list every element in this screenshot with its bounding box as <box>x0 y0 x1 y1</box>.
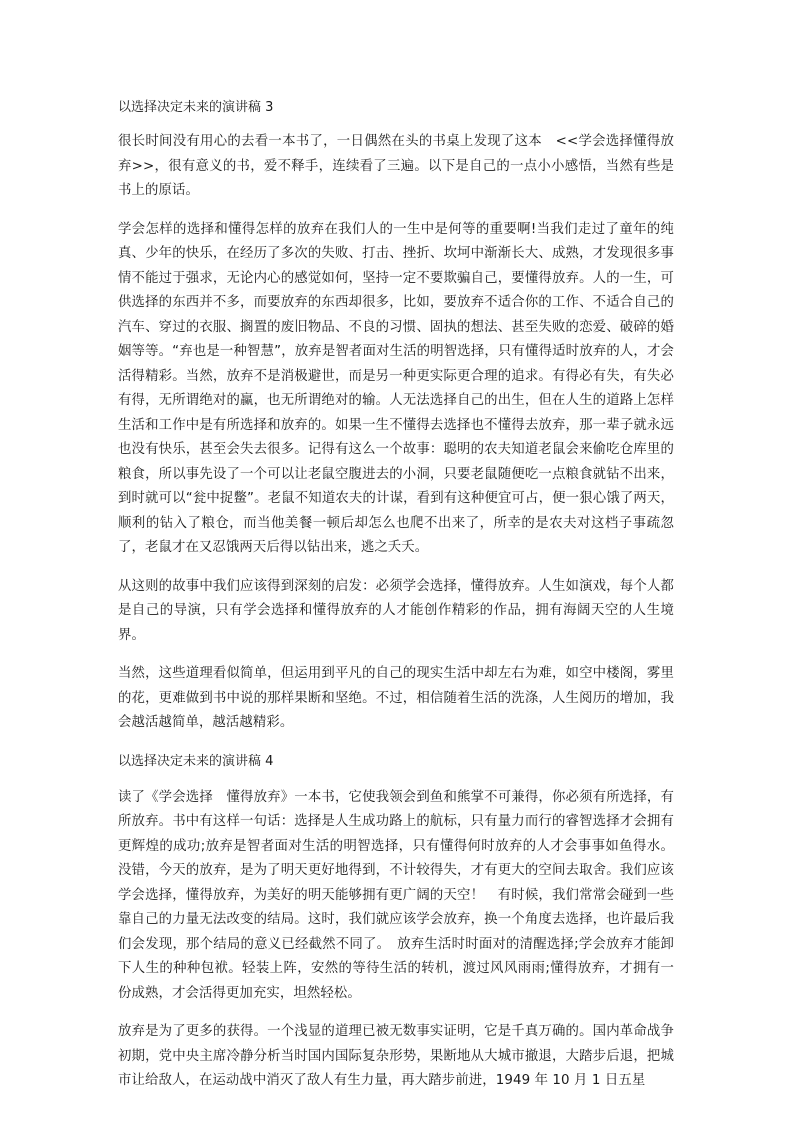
document-page <box>118 96 674 1094</box>
paragraph: 学会怎样的选择和懂得怎样的放弃在我们人的一生中是何等的重要啊!当我们走过了童年的纯真、少年的快乐，在经历了多次的失败、打击、挫折、坎坷中渐渐长大、成熟，才发现很多事情不能过于强求，无论内心的感觉如何，坚持一定不要欺骗自己，要懂得放弃。人的一生，可供选择的东西并不多，而要放弃的东西却很多，比如，要放弃不适合你的工作、不适合自己的汽车、穿过的衣服、搁置的废旧物品、不良的习惯、固执的想法、甚至失败的恋爱、破碎的婚姻等等。“弃也是一种智慧”，放弃是智者面对生活的明智选择，只有懂得适时放弃的人，才会活得精彩。当然，放弃不是消极避世，而是另一种更实际更合理的追求。有得必有失，有失必有得，无所谓绝对的赢，也无所谓绝对的输。人无法选择自己的出生，但在人生的道路上怎样生活和工作中是有所选择和放弃的。如果一生不懂得去选择也不懂得去放弃，那一辈子就永远也没有快乐，甚至会失去很多。记得有这么一个故事：聪明的农夫知道老鼠会来偷吃仓库里的粮食，所以事先设了一个可以让老鼠空腹进去的小洞，只要老鼠随便吃一点粮食就钻不出来，到时就可以“瓮中捉鳖”。老鼠不知道农夫的计谋，看到有这种便宜可占，便一狠心饿了两天，顺利的钻入了粮仓，而当他美餐一顿后却怎么也爬不出来了，所幸的是农夫对这档子事疏忽了，老鼠才在又忍饿两天后得以钻出来，逃之夭夭。 <box>118 221 674 555</box>
section-heading-4: 以选择决定未来的演讲稿 4 <box>118 753 274 769</box>
paragraph: 很长时间没有用心的去看一本书了，一日偶然在头的书桌上发现了这本 <<学会选择懂得放弃>>，很有意义的书，爱不释手，连续看了三遍。以下是自己的一点小小感悟，当然有些是书上的原话。 <box>118 134 674 198</box>
paragraph: 当然，这些道理看似简单，但运用到平凡的自己的现实生活中却左右为难，如空中楼阁，雾里的花，更难做到书中说的那样果断和坚绝。不过，相信随着生活的洗涤，人生阅历的增加，我会越活越简单，越活越精彩。 <box>118 666 674 730</box>
section-heading-3: 以选择决定未来的演讲稿 3 <box>118 100 274 115</box>
paragraph: 放弃是为了更多的获得。一个浅显的道理已被无数事实证明，它是千真万确的。国内革命战争初期，党中央主席冷静分析当时国内国际复杂形势，果断地从大城市撤退，大踏步后退，把城市让给敌人，在运动战中消灭了敌人有生力量，再大踏步前进，1949 年 10 月 1 日五星 <box>118 1024 674 1088</box>
paragraph: 读了《学会选择 懂得放弃》一本书，它使我领会到鱼和熊掌不可兼得，你必须有所选择，有所放弃。书中有这样一句话：选择是人生成功路上的航标，只有量力而行的睿智选择才会拥有更辉煌的成功;放弃是智者面对生活的明智选择，只有懂得何时放弃的人才会事事如鱼得水。没错，今天的放弃，是为了明天更好地得到，不计较得失，才有更大的空间去取舍。我们应该学会选择，懂得放弃，为美好的明天能够拥有更广阔的天空！ 有时候，我们常常会碰到一些靠自己的力量无法改变的结局。这时，我们就应该学会放弃，换一个角度去选择，也许最后我们会发现，那个结局的意义已经截然不同了。 放弃生活时时面对的清醒选择;学会放弃才能卸下人生的种种包袱。轻装上阵，安然的等待生活的转机，渡过风风雨雨;懂得放弃，才拥有一份成熟，才会活得更加充实，坦然轻松。 <box>118 789 674 1001</box>
paragraph: 从这则的故事中我们应该得到深刻的启发：必须学会选择，懂得放弃。人生如演戏，每个人都是自己的导演，只有学会选择和懂得放弃的人才能创作精彩的作品，拥有海阔天空的人生境界。 <box>118 578 674 643</box>
